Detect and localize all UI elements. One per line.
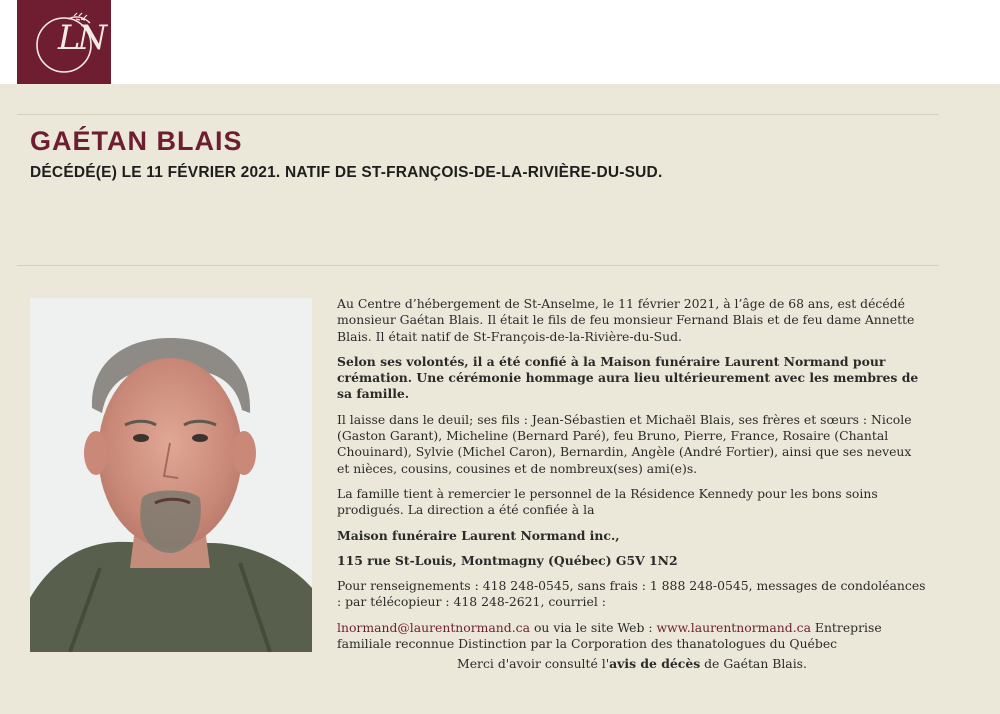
website-link[interactable]: www.laurentnormand.ca: [656, 619, 811, 635]
paragraph-arrangements: Selon ses volontés, il a été confié à la Maison funéraire Laurent Normand pour crémation. Une cérémonie hommage aura lieu ultérieurement avec les membres de sa famille.: [337, 353, 919, 402]
top-bar: [0, 0, 1000, 84]
thanks-line: [337, 656, 927, 672]
paragraph-links: [337, 620, 927, 653]
divider-top: [17, 114, 939, 115]
paragraph-contact: Pour renseignements : 418 248-0545, sans frais : 1 888 248-0545, messages de condoléances : par télécopieur : 418 248-2621, courriel :: [337, 578, 926, 610]
funeral-home-address: 115 rue St-Louis, Montmagny (Québec) G5V 1N2: [337, 552, 678, 568]
thanks-after: de Gaétan Blais.: [700, 656, 807, 671]
logo[interactable]: [17, 0, 111, 84]
email-link[interactable]: lnormand@laurentnormand.ca: [337, 619, 530, 635]
obituary-text: [337, 296, 927, 661]
via-text: ou via le site Web :: [530, 619, 657, 635]
thanks-before: Merci d'avoir consulté l': [457, 656, 610, 671]
paragraph-circumstances: Au Centre d’hébergement de St-Anselme, le 11 février 2021, à l’âge de 68 ans, est décédé monsieur Gaétan Blais. Il était le fils de feu monsieur Fernand Blais et de feu dame Annette Blais. Il était natif de St-François-de-la-Rivière-du-Sud.: [337, 296, 915, 344]
divider-middle: [17, 265, 939, 266]
paragraph-thanks-staff: La famille tient à remercier le personnel de la Résidence Kennedy pour les bons soins prodigués. La direction a été confiée à la: [337, 485, 878, 518]
thanks-bold: avis de décès: [609, 656, 701, 671]
funeral-home-name: Maison funéraire Laurent Normand inc.,: [337, 527, 620, 543]
deceased-photo: [30, 298, 312, 652]
paragraph-survivors: Il laisse dans le deuil; ses fils : Jean-Sébastien et Michaël Blais, ses frères et sœurs : Nicole (Gaston Garant), Micheline (Bernard Paré), feu Bruno, Pierre, France, Rosaire (Chantal Chouinard), Sylvie (Michel Caron), Bernardin, Angèle (André Fortier), ainsi que ses neveux et nièces, cousins, cousines et de nombreux(ses) ami(e)s.: [337, 411, 912, 476]
death-details: DÉCÉDÉ(E) LE 11 FÉVRIER 2021. NATIF DE ST-FRANÇOIS-DE-LA-RIVIÈRE-DU-SUD.: [30, 164, 663, 181]
deceased-name: GAÉTAN BLAIS: [30, 126, 243, 156]
logo-text: LN: [57, 18, 105, 58]
distinction-text: Entreprise familiale reconnue Distinction par la Corporation des thanatologues du Québec: [337, 619, 882, 652]
